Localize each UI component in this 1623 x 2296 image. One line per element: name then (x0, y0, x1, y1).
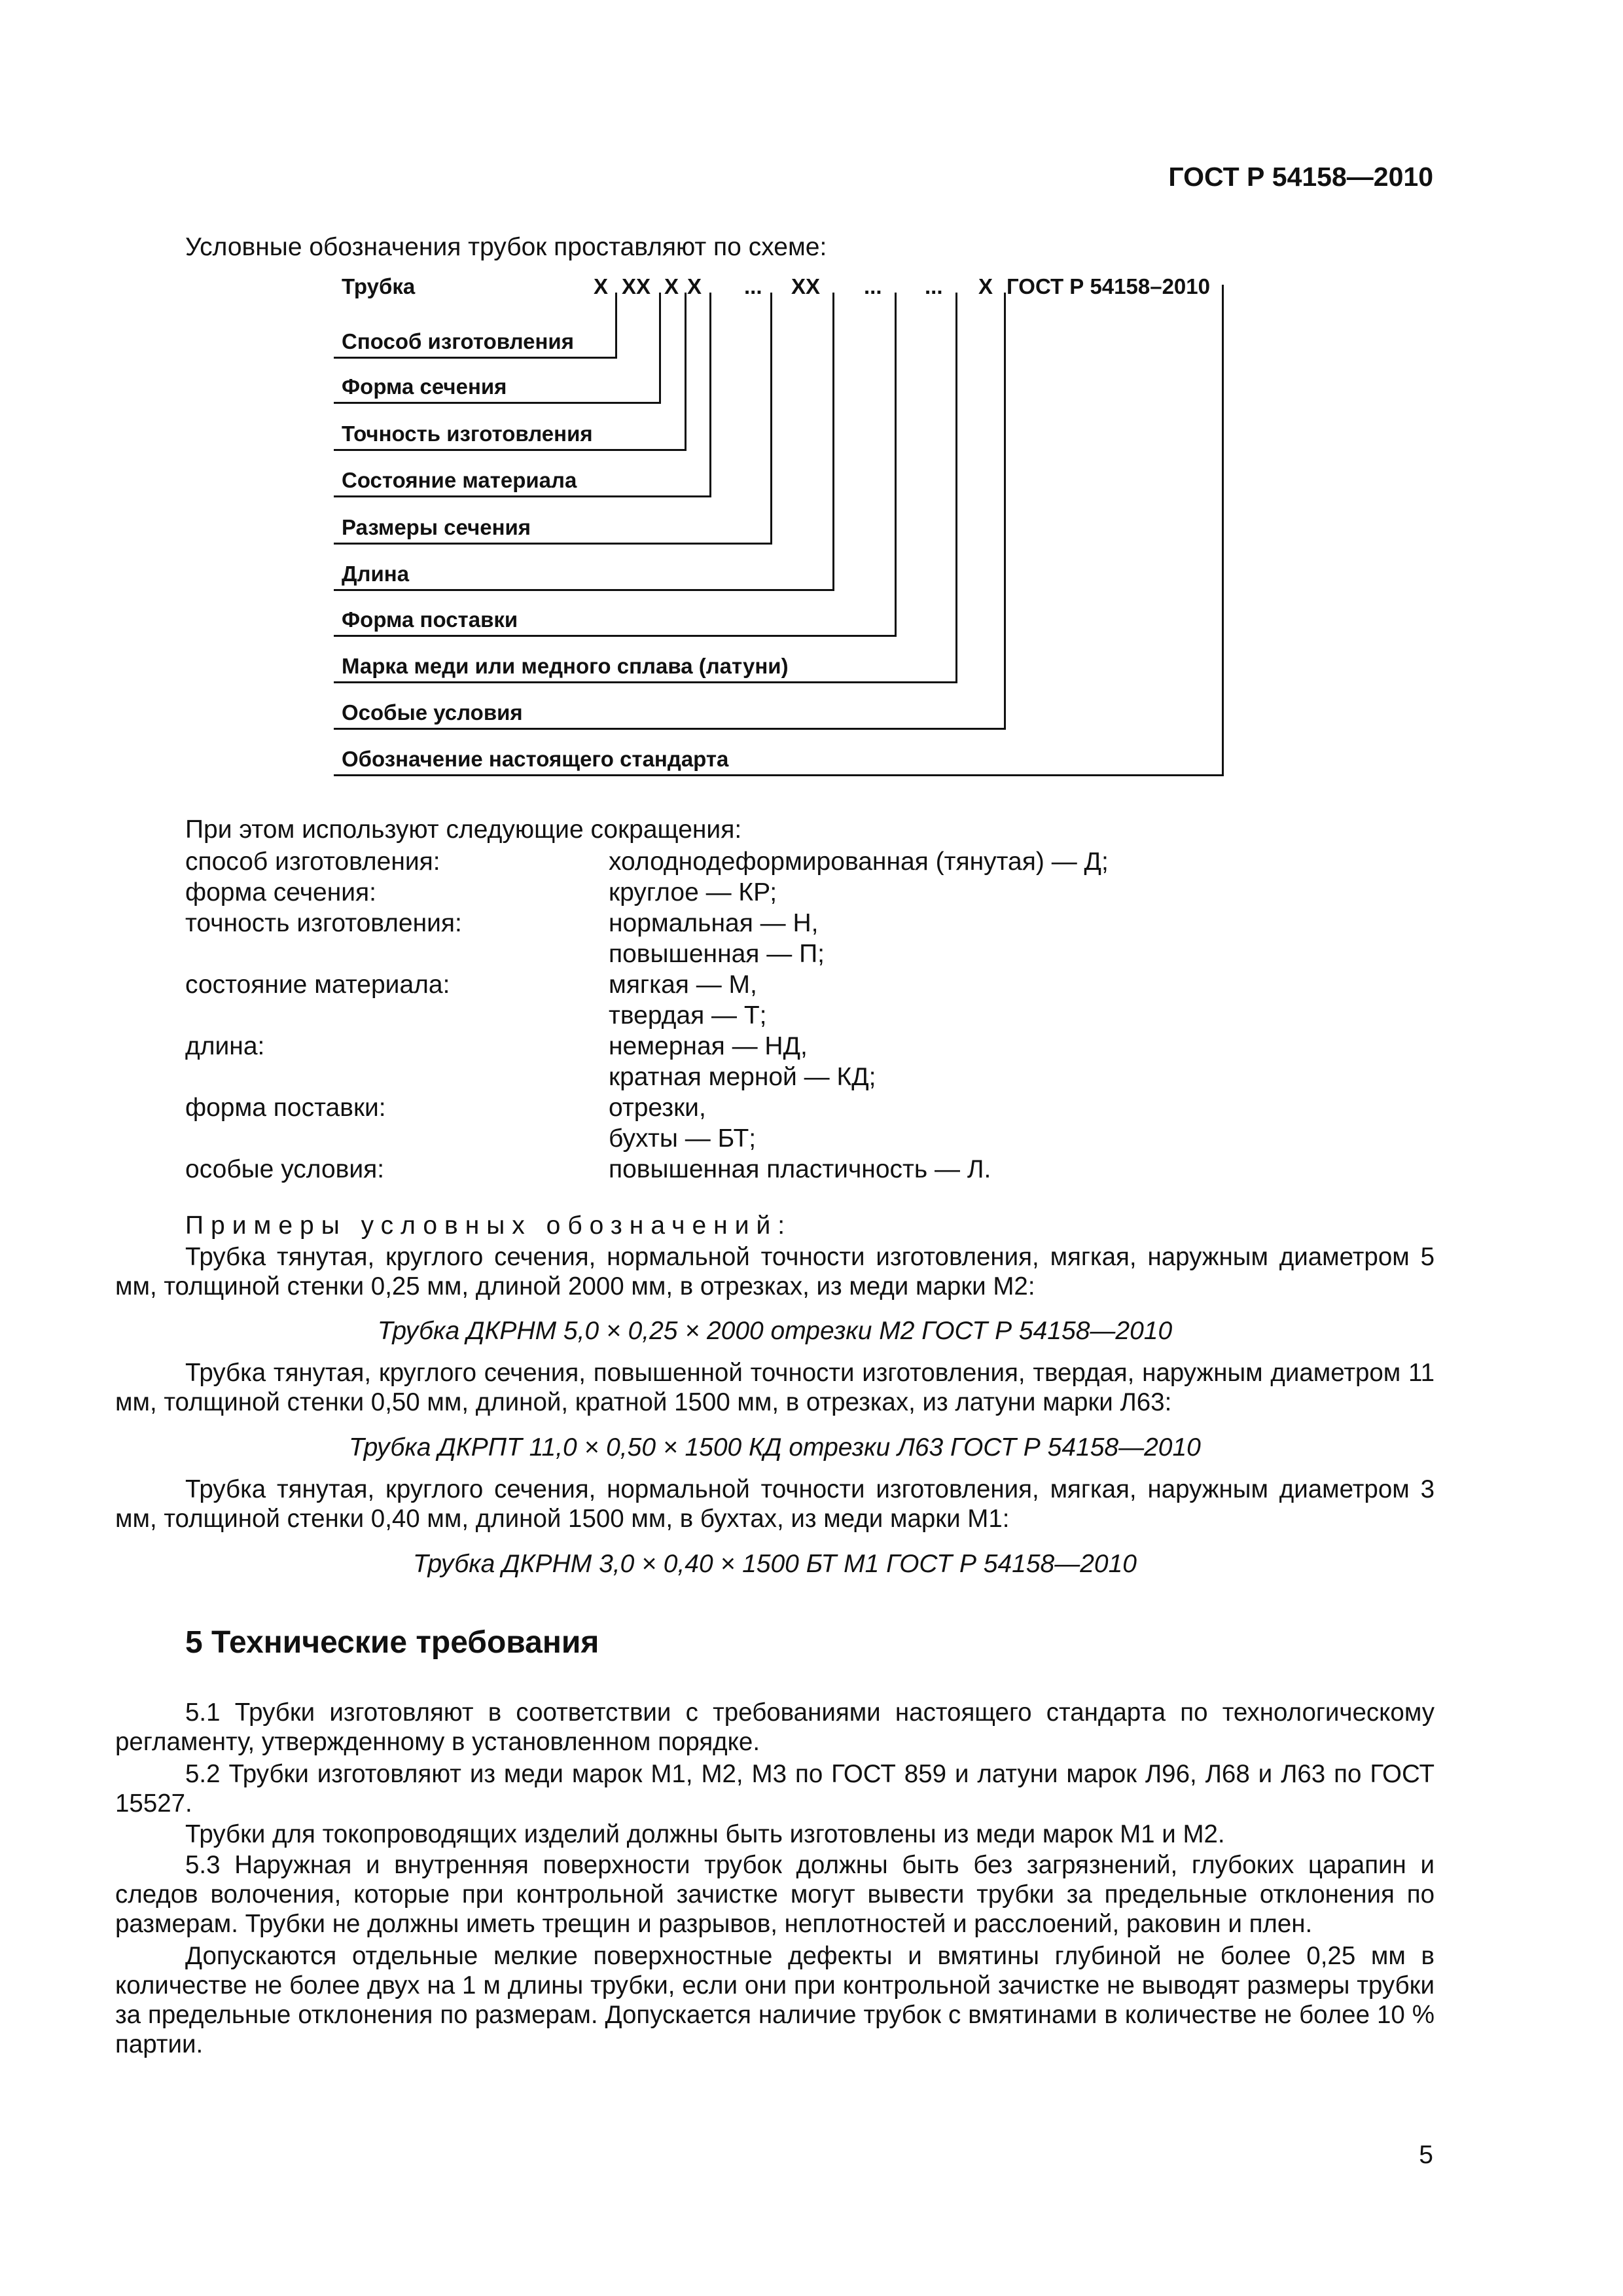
example-text: Трубка тянутая, круглого сечения, нормальной точности изготовления, мягкая, наружным диаметром 3 мм, толщиной стенки 0,40 мм, длиной 1500 мм, в бухтах, из меди марки М1: (115, 1475, 1435, 1533)
scheme-label: Особые условия (342, 700, 523, 725)
scheme-connector (334, 357, 617, 359)
scheme-code: ... (864, 274, 882, 298)
abbr-value: кратная мерной — КД; (609, 1063, 876, 1091)
abbr-value: круглое — КР; (609, 878, 777, 906)
scheme-code: Х (687, 274, 702, 298)
section-paragraph: 5.1 Трубки изготовляют в соответствии с требованиями настоящего стандарта по технологическому регламенту, утвержденному в установленном порядке. (115, 1698, 1435, 1756)
scheme-connector (334, 589, 834, 591)
scheme-code: ХХ (791, 274, 821, 298)
abbr-value: твердая — Т; (609, 1001, 767, 1030)
abbr-value: повышенная — П; (609, 940, 825, 968)
scheme-label: Длина (342, 562, 410, 586)
scheme-connector (334, 635, 897, 637)
scheme-connector (334, 402, 661, 404)
example-designation: Трубка ДКРНМ 5,0 × 0,25 × 2000 отрезки М2 ГОСТ Р 54158—2010 (377, 1317, 1173, 1345)
example-text: Трубка тянутая, круглого сечения, нормальной точности изготовления, мягкая, наружным диаметром 5 мм, толщиной стенки 0,25 мм, длиной 2000 мм, в отрезках, из меди марки М2: (115, 1243, 1435, 1300)
example-designation: Трубка ДКРНМ 3,0 × 0,40 × 1500 БТ М1 ГОСТ Р 54158—2010 (413, 1550, 1137, 1578)
abbr-name: длина: (185, 1032, 265, 1060)
scheme-connector (955, 293, 957, 683)
scheme-connector (770, 293, 772, 545)
scheme-connector (334, 495, 711, 497)
scheme-connector (334, 774, 1224, 776)
section-title: 5 Технические требования (185, 1625, 599, 1660)
scheme-code: Х (978, 274, 993, 298)
scheme-label: Форма поставки (342, 607, 518, 632)
scheme-label: Размеры сечения (342, 515, 531, 539)
abbr-value: отрезки, (609, 1094, 706, 1122)
section-paragraph: Трубки для токопроводящих изделий должны быть изготовлены из меди марок М1 и М2. (185, 1820, 1225, 1848)
scheme-label: Точность изготовления (342, 422, 593, 446)
scheme-label: Способ изготовления (342, 329, 574, 353)
page-number: 5 (1419, 2141, 1433, 2169)
scheme-code: ХХ (622, 274, 651, 298)
section-paragraph: 5.2 Трубки изготовляют из меди марок М1, М2, М3 по ГОСТ 859 и латуни марок Л96, Л68 и Л63 по ГОСТ 15527. (115, 1760, 1435, 1818)
scheme-intro: Условные обозначения трубок проставляют по схеме: (185, 233, 827, 261)
abbr-value: повышенная пластичность — Л. (609, 1155, 991, 1183)
scheme-start-label: Трубка (342, 274, 416, 298)
abbr-value: мягкая — М, (609, 971, 757, 999)
scheme-label: Марка меди или медного сплава (латуни) (342, 654, 789, 678)
scheme-connector (334, 543, 772, 545)
scheme-connector (334, 728, 1006, 730)
designation-scheme (334, 272, 1224, 782)
scheme-label: Состояние материала (342, 468, 577, 492)
scheme-connector (334, 449, 687, 451)
document-header: ГОСТ Р 54158—2010 (1168, 162, 1433, 192)
abbr-name: состояние материала: (185, 971, 450, 999)
scheme-code: ... (744, 274, 762, 298)
scheme-label: Обозначение настоящего стандарта (342, 747, 729, 771)
abbr-value: немерная — НД, (609, 1032, 808, 1060)
scheme-label: Форма сечения (342, 374, 507, 399)
abbr-name: точность изготовления: (185, 909, 462, 937)
example-designation: Трубка ДКРПТ 11,0 × 0,50 × 1500 КД отрезки Л63 ГОСТ Р 54158—2010 (349, 1433, 1201, 1462)
abbr-value: бухты — БТ; (609, 1124, 757, 1153)
section-paragraph: 5.3 Наружная и внутренняя поверхности трубок должны быть без загрязнений, глубоких царапин и следов волочения, которые при контрольной зачистке могут вывести трубки за предельные отклонения по размерам. Трубки не должны иметь трещин и разрывов, неплотностей и расслоений, раковин и плен. (115, 1851, 1435, 1938)
abbr-name: способ изготовления: (185, 848, 440, 876)
scheme-connector (1004, 293, 1006, 730)
scheme-connector (832, 293, 834, 591)
abbreviations-intro: При этом используют следующие сокращения: (185, 816, 742, 844)
scheme-connector (1222, 285, 1224, 776)
scheme-code: Х (664, 274, 679, 298)
abbr-name: форма сечения: (185, 878, 376, 906)
abbr-name: особые условия: (185, 1155, 385, 1183)
examples-heading: Примеры условных обозначений: (185, 1211, 793, 1240)
scheme-connector (709, 293, 711, 497)
scheme-code: ... (925, 274, 943, 298)
scheme-connector (615, 293, 617, 359)
example-text: Трубка тянутая, круглого сечения, повышенной точности изготовления, твердая, наружным диаметром 11 мм, толщиной стенки 0,50 мм, длиной, кратной 1500 мм, в отрезках, из латуни марки Л63: (115, 1359, 1435, 1416)
abbr-value: нормальная — Н, (609, 909, 819, 937)
scheme-connector (895, 293, 897, 637)
scheme-connector (334, 681, 957, 683)
abbr-value: холоднодеформированная (тянутая) — Д; (609, 848, 1109, 876)
section-paragraph: Допускаются отдельные мелкие поверхностные дефекты и вмятины глубиной не более 0,25 мм в количестве не более двух на 1 м длины трубки, если они при контрольной зачистке не выводят размеры трубки за предельные отклонения по размерам. Допускается наличие трубок с вмятинами в количестве не более 10 % партии. (115, 1942, 1435, 2058)
scheme-code: Х (594, 274, 609, 298)
scheme-code: ГОСТ Р 54158–2010 (1007, 274, 1210, 298)
scheme-connector (685, 293, 687, 451)
scheme-connector (659, 293, 661, 404)
abbr-name: форма поставки: (185, 1094, 386, 1122)
